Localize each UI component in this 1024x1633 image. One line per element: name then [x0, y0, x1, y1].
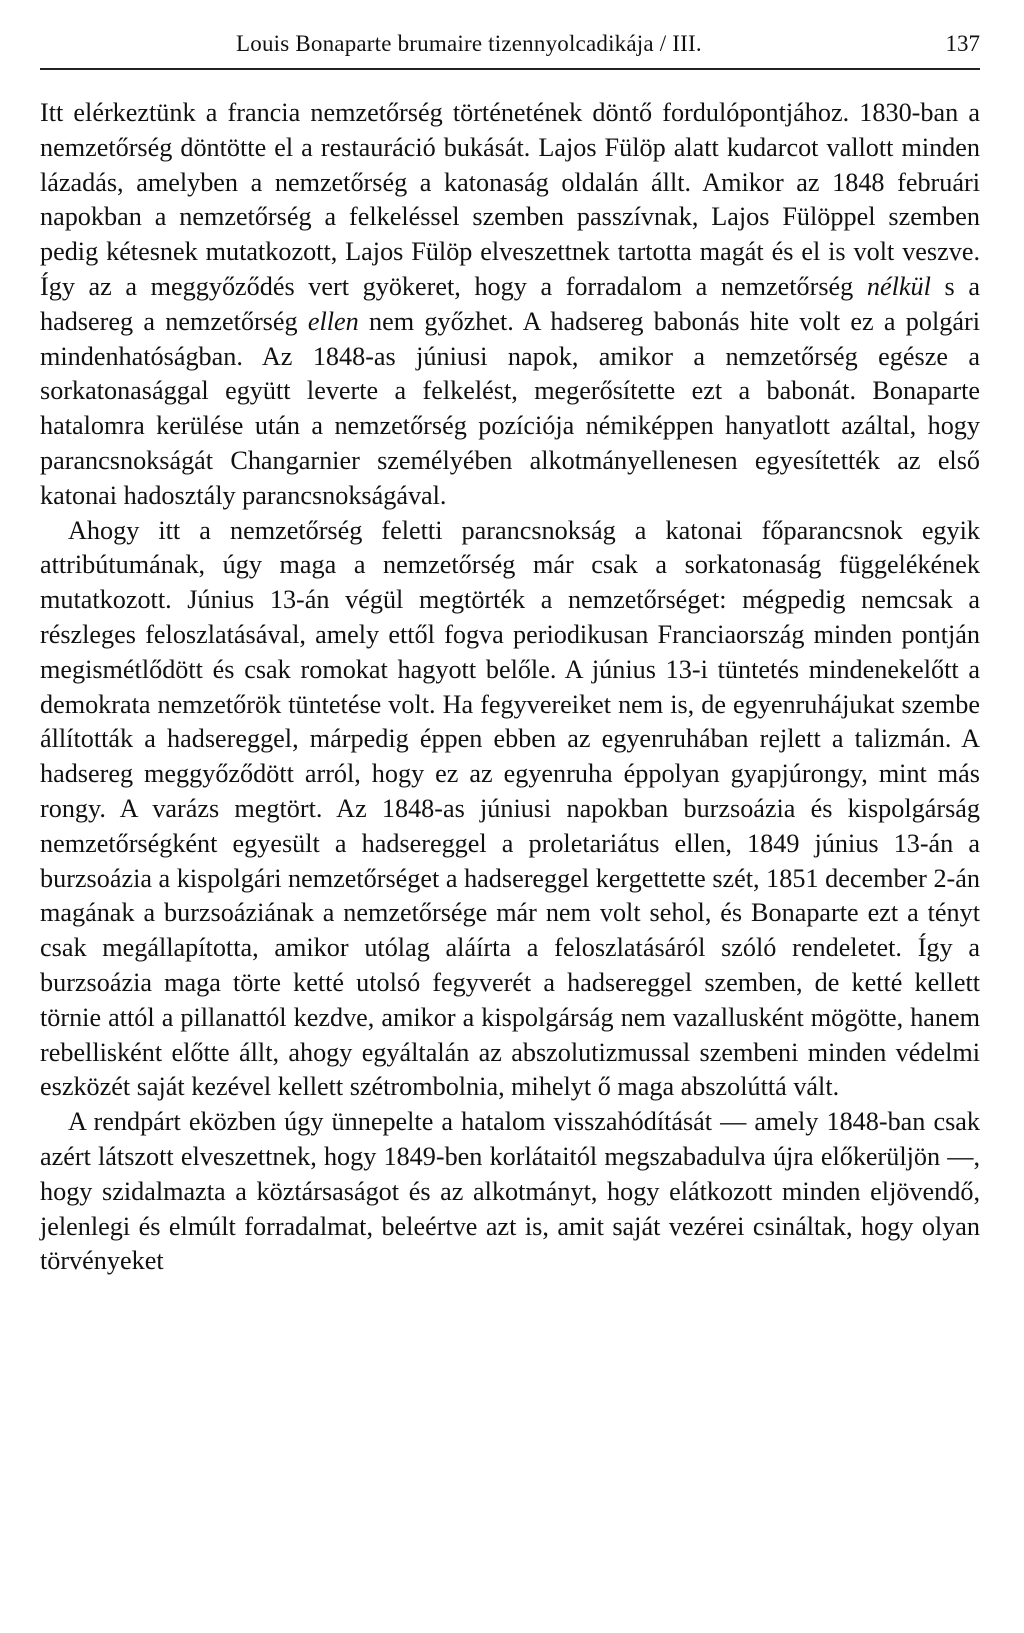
paragraph-1-text-2: s a hadsereg a nemzetőrség: [40, 271, 980, 336]
paragraph-1: [40, 96, 980, 514]
emphasis-ellen: ellen: [307, 306, 359, 336]
paragraph-2: Ahogy itt a nemzetőrség feletti parancsnokság a katonai főparancsnok egyik attribútumának, úgy maga a nemzetőrség már csak a sorkatonaság függelékének mutatkozott. Június 13-án végül megtörték a nemzetőrséget: mégpedig nemcsak a részleges feloszlatásával, amely ettől fogva periodikusan Franciaország minden pontján megismétlődött és csak romokat hagyott belőle. A június 13-i tüntetés mindenekelőtt a demokrata nemzetőrök tüntetése volt. Ha fegyvereiket nem is, de egyenruhájukat szembe állították a hadsereggel, márpedig éppen ebben az egyenruhában rejlett a talizmán. A hadsereg meggyőződött arról, hogy ez az egyenruha éppolyan gyapjúrongy, mint más rongy. A varázs megtört. Az 1848-as júniusi napokban burzsoázia és kispolgárság nemzetőrségként egyesült a hadsereggel a proletariátus ellen, 1849 június 13-án a burzsoázia a kispolgári nemzetőrséget a hadsereggel kergettette szét, 1851 december 2-án magának a burzsoáziának a nemzetőrsége már nem volt sehol, és Bonaparte ezt a tényt csak megállapította, amikor utólag aláírta a feloszlatásáról szóló rendeletet. Így a burzsoázia maga törte ketté utolsó fegyverét a hadsereggel szemben, de ketté kellett törnie attól a pillanattól kezdve, amikor a kispolgárság nem vazallusként mögötte, hanem rebellisként előtte állt, ahogy egyáltalán az abszolutizmussal szembeni minden védelmi eszközét saját kezével kellett szétrombolnia, mihelyt ő maga abszolúttá vált.: [40, 515, 980, 1102]
paragraph-3: A rendpárt eközben úgy ünnepelte a hatalom visszahódítását — amely 1848-ban csak azért látszott elveszettnek, hogy 1849-ben korlátaitól megszabadulva újra előkerüljön —, hogy szidalmazta a köztársaságot és az alkotmányt, hogy elátkozott minden eljövendő, jelenlegi és elmúlt forradalmat, beleértve azt is, amit saját vezérei csináltak, hogy olyan törvényeket: [40, 1107, 980, 1276]
running-header: [40, 26, 980, 62]
paragraph-1-text-3: nem győzhet. A hadsereg babonás hite volt ez a polgári mindenhatóságban. Az 1848-as júniusi napok, amikor a nemzetőrség egésze a sorkatonasággal együtt leverte a felkelést, megerősítette ezt a babonát. Bonaparte hatalomra kerülése után a nemzetőrség pozíciója némiképpen hanyatlott azáltal, hogy parancsnokságát Changarnier személyében alkotmányellenesen egyesítették az első katonai hadosztály parancsnokságával.: [40, 306, 980, 510]
book-page: [40, 0, 980, 1633]
body-text: [40, 96, 980, 1279]
running-head-title: Louis Bonaparte brumaire tizennyolcadikája / III.: [236, 31, 702, 56]
header-rule: [40, 68, 980, 70]
page-number: 137: [945, 31, 980, 56]
emphasis-nelkul: nélkül: [866, 271, 931, 301]
paragraph-1-text-1: Itt elérkeztünk a francia nemzetőrség történetének döntő fordulópontjához. 1830-ban a nemzetőrség döntötte el a restauráció bukását. Lajos Fülöp alatt kudarcot vallott minden lázadás, amelyben a nemzetőrség a katonaság oldalán állt. Amikor az 1848 februári napokban a nemzetőrség a felkeléssel szemben passzívnak, Lajos Fülöppel szemben pedig kétesnek mutatkozott, Lajos Fülöp elveszettnek tartotta magát és el is volt veszve. Így az a meggyőződés vert gyökeret, hogy a forradalom a nemzetőrség: [40, 98, 980, 301]
